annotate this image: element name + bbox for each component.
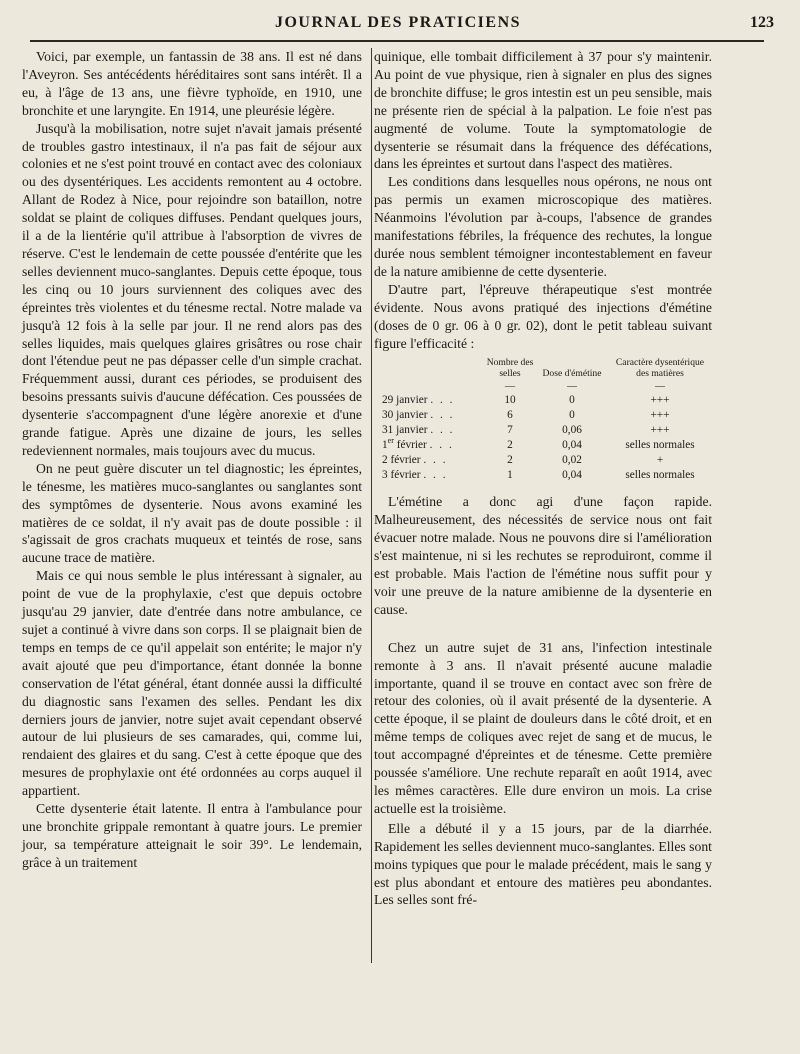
row-dose: 0,02 (562, 454, 582, 467)
row-date: 2 février (382, 454, 421, 467)
row-caractere: +++ (650, 424, 670, 437)
leader-dots: . . . (430, 424, 455, 437)
row-dose: 0,04 (562, 469, 582, 482)
paragraph: L'émétine a donc agi d'une façon rapide. Malheureusement, des nécessités de service nous ont fait évacuer notre malade. Nous ne pouvons dire si l'amélioration s'est maintenue, ni si les rechutes se reproduiront, comme il est probable. Mais l'action de l'émétine nous suffit pour y voir une preuve de la nature amibienne de la dysenterie en cause. (374, 494, 712, 617)
header-date (374, 358, 484, 379)
paragraph: Jusqu'à la mobilisation, notre sujet n'avait jamais présenté de troubles gastro intestinaux, il n'a pas fait de séjour aux colonies et ne s'est point trouvé en contact avec des coloniaux ou des dysentériques. Les accidents remontent au 4 octobre. Allant de Rodez à Nice, pour rejoindre son bataillon, notre soldat se plaint de coliques diffuses. Pendant quelques jours, il a de la lientérie qu'il attribue à l'absorption de vivres de réserve. C'est le lendemain de cette poussée d'entérite que les selles deviennent muco-sanglantes. Depuis cette époque, tous les cinq ou 10 jours surviennent des coliques avec des épreintes très violentes et du ténesme rectal. Notre malade va jusqu'à 12 fois à la selle par jour. Il ne rend alors pas des selles liquides, mais quelques glaires grisâtres ou rose chair dont l'étendue peut ne pas dépasser celle d'un simple crachat. Fréquemment aussi, durant ces périodes, se produisent des besoins pressants suivis d'aucune défécation. Ces poussées de dysenterie s'accompagnent d'une légère anorexie et d'une grande fatigue. Après une dizaine de jours, les selles redeviennent normales, mais toujours avec du mucus. (22, 120, 362, 458)
row-selles: 1 (507, 469, 513, 482)
row-caractere: selles normales (625, 439, 695, 452)
row-date: 30 janvier (382, 409, 428, 422)
row-date: 29 janvier (382, 394, 428, 407)
row-selles: 2 (507, 439, 513, 452)
page-header (22, 14, 774, 38)
row-dose: 0,06 (562, 424, 582, 437)
row-caractere: +++ (650, 409, 670, 422)
dash-row (374, 379, 712, 393)
row-dose: 0 (569, 394, 575, 407)
row-dose: 0 (569, 409, 575, 422)
row-caractere: + (656, 454, 664, 467)
paragraph: Voici, par exemple, un fantassin de 38 ans. Il est né dans l'Aveyron. Ses antécédents héréditaires sont sans intérêt. Il a eu, à l'âge de 13 ans, une fièvre typhoïde, en 1910, une bronchite et une laryngite. En 1914, une pleurésie légère. (22, 49, 362, 118)
dash: — (505, 381, 515, 393)
row-selles: 2 (507, 454, 513, 467)
paragraph: Chez un autre sujet de 31 ans, l'infection intestinale remonte à 3 ans. Il n'avait présenté aucune maladie importante, quand il se trouve en contact avec son frère de retour des colonies, où il avait présenté de la dysenterie. A cette époque, il se plaint de douleurs dans le côté droit, et en même temps de coliques avec rejet de sang et de mucus, le tout accompagné d'épreintes et de ténesme. Cette première poussée s'améliore. Une rechute reparaît en août 1914, avec les mêmes caractères. Elle dure environ un mois. La crise actuelle est la troisième. (374, 639, 712, 816)
table-row (374, 438, 712, 453)
row-date-rest: février (393, 439, 427, 452)
page-number: 123 (750, 14, 774, 31)
paragraph: Mais ce qui nous semble le plus intéressant à signaler, au point de vue de la prophylaxie, c'est que depuis octobre jusqu'au 29 janvier, date d'entrée dans notre ambulance, ce sujet a continué à vivre dans son corps. Il se plaignait bien de temps en temps de ce qu'il appelait son entérite; le major n'y avait ajouté que peu d'importance, étant donnée la bonne conservation de l'état général, étant donnée aussi la difficulté du diagnostic sans l'examen des selles. Pendant les dix derniers jours de janvier, notre sujet avait cependant observé autour de lui plusieurs de ses camarades, qui, comme lui, rendaient des glaires et du sang. C'est à cette époque que des mesures de prophylaxie ont été ordonnées au corps auquel il appartient. (22, 568, 362, 799)
header-rule (30, 40, 764, 42)
table-row (374, 408, 712, 423)
row-selles: 6 (507, 409, 513, 422)
paragraph: Les conditions dans lesquelles nous opérons, ne nous ont pas permis un examen microscopique des matières. Néanmoins l'évolution par à-coups, l'absence de grandes manifestations fébriles, la fréquence des rechutes, la longue durée nous semblent témoigner incontestablement en faveur de la nature amibienne de cette dysenterie. (374, 174, 712, 279)
dash: — (567, 381, 577, 393)
leader-dots: . . . (423, 469, 448, 482)
paragraph: Cette dysenterie était latente. Il entra à l'ambulance pour une bronchite grippale remontant à quatre jours. Le premier jour, sa température atteignait le soir 39°. Le lendemain, grâce à un traitement (22, 801, 362, 870)
leader-dots: . . . (430, 394, 455, 407)
row-selles: 10 (504, 394, 516, 407)
paragraph: Elle a débuté il y a 15 jours, par de la diarrhée. Rapidement les selles deviennent muco-sanglantes. Elles sont moins typiques que pour le malade précédent, mais le sang y est plus abondant et entoure des matières peu abondantes. Les selles sont fré- (374, 820, 712, 908)
paragraph: On ne peut guère discuter un tel diagnostic; les épreintes, le ténesme, les matières muco-sanglantes ou sanglantes sont des symptômes de dysenterie. Nous avons examiné les matières de ce soldat, il n'y avait pas de doute possible : il s'agissait de gros crachats muqueux et teintés de rose, sans aucune trace de matière. (22, 460, 362, 566)
row-date-sup: er (387, 436, 394, 446)
emetine-table (374, 358, 712, 483)
header-dose: Dose d'émétine (542, 367, 602, 379)
leader-dots: . . . (423, 454, 448, 467)
table-row (374, 393, 712, 408)
row-date: 31 janvier (382, 424, 428, 437)
row-date: 1 (382, 439, 388, 452)
paragraph: D'autre part, l'épreuve thérapeutique s'est montrée évidente. Nous avons pratiqué des injections d'émétine (doses de 0 gr. 06 à 0 gr. 02), dont le petit tableau suivant figure l'efficacité : (374, 281, 712, 351)
leader-dots: . . . (430, 409, 455, 422)
column-divider (371, 48, 372, 963)
header-caractere: Caractère dysentérique des matières (615, 357, 705, 379)
leader-dots: . . . (429, 439, 454, 452)
row-caractere: selles normales (625, 469, 695, 482)
row-dose: 0,04 (562, 439, 582, 452)
row-selles: 7 (507, 424, 513, 437)
header-selles: Nombre des selles (486, 357, 534, 379)
table-row (374, 468, 712, 483)
right-column (374, 48, 712, 909)
paragraph: quinique, elle tombait difficilement à 37 pour s'y maintenir. Au point de vue physique, rien à signaler en plus des signes de bronchite diffuse; le gros intestin est un peu sensible, mais ne présente rien de spécial à la palpation. Le foie n'est pas augmenté de volume. Toute la symptomatologie de dysenterie se résumait dans la fréquence des défécations, dans les épreintes et surtout dans l'aspect des matières. (374, 49, 712, 172)
row-date: 3 février (382, 469, 421, 482)
table-row (374, 453, 712, 468)
dash: — (655, 381, 665, 393)
left-column (22, 48, 362, 872)
journal-title: JOURNAL DES PRATICIENS (274, 14, 522, 31)
table-row (374, 423, 712, 438)
row-caractere: +++ (650, 394, 670, 407)
